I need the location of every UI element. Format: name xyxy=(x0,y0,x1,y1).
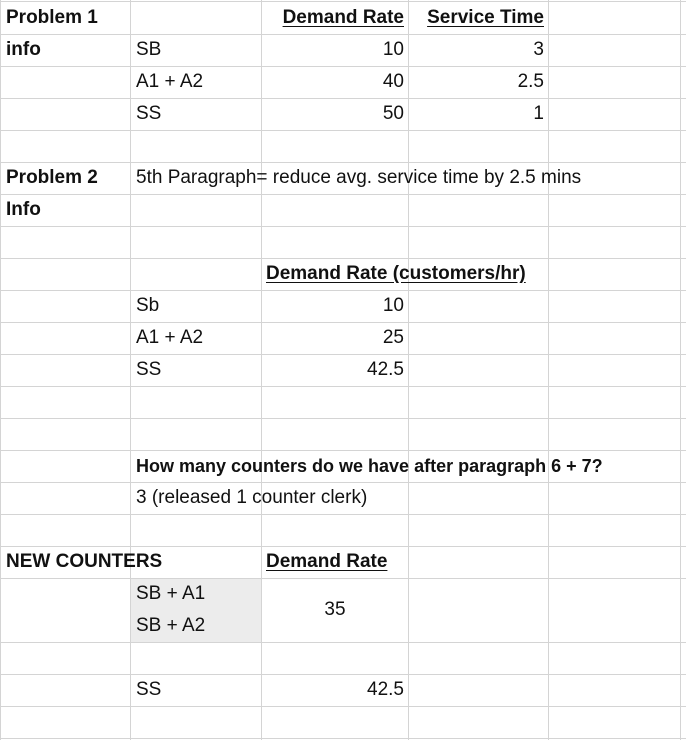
new-counters-demand-header[interactable]: Demand Rate xyxy=(266,551,388,572)
problem1-row-label[interactable]: A1 + A2 xyxy=(136,71,204,92)
ss-demand[interactable]: 42.5 xyxy=(367,679,404,700)
row-line xyxy=(0,642,686,643)
col-line xyxy=(680,0,681,740)
problem1-row-service[interactable]: 1 xyxy=(533,103,544,124)
problem2-answer[interactable]: 3 (released 1 counter clerk) xyxy=(136,487,368,508)
row-line xyxy=(0,194,686,195)
new-counters-title[interactable]: NEW COUNTERS xyxy=(6,551,163,572)
col-line xyxy=(130,0,131,740)
ss-label[interactable]: SS xyxy=(136,679,162,700)
row-line xyxy=(0,130,686,131)
problem1-row-label[interactable]: SS xyxy=(136,103,162,124)
problem1-row-service[interactable]: 2.5 xyxy=(517,71,544,92)
merged-label[interactable]: SB + A2 xyxy=(136,615,206,636)
problem2-demand-header[interactable]: Demand Rate (customers/hr) xyxy=(266,263,526,284)
problem1-row-service[interactable]: 3 xyxy=(533,39,544,60)
row-line xyxy=(0,418,686,419)
col-line xyxy=(548,0,549,740)
problem1-row-label[interactable]: SB xyxy=(136,39,162,60)
row-line xyxy=(0,578,686,579)
problem1-service-header[interactable]: Service Time xyxy=(427,7,544,28)
problem1-row-demand[interactable]: 10 xyxy=(382,39,404,60)
problem1-row-demand[interactable]: 40 xyxy=(382,71,404,92)
merged-demand[interactable]: 35 xyxy=(324,599,346,620)
merged-label[interactable]: SB + A1 xyxy=(136,583,206,604)
problem2-row-label[interactable]: A1 + A2 xyxy=(136,327,204,348)
problem2-note[interactable]: 5th Paragraph= reduce avg. service time by 2.5 mins xyxy=(136,167,582,188)
problem2-subtitle[interactable]: Info xyxy=(6,199,41,220)
problem2-row-label[interactable]: SS xyxy=(136,359,162,380)
problem1-row-demand[interactable]: 50 xyxy=(382,103,404,124)
row-line xyxy=(0,738,686,739)
problem2-row-demand[interactable]: 25 xyxy=(382,327,404,348)
problem2-row-label[interactable]: Sb xyxy=(136,295,160,316)
problem2-row-demand[interactable]: 10 xyxy=(382,295,404,316)
problem2-title[interactable]: Problem 2 xyxy=(6,167,98,188)
row-line xyxy=(0,386,686,387)
problem1-title[interactable]: Problem 1 xyxy=(6,7,98,28)
row-line xyxy=(0,226,686,227)
col-line xyxy=(0,0,1,740)
problem2-row-demand[interactable]: 42.5 xyxy=(367,359,404,380)
row-line xyxy=(0,514,686,515)
problem1-demand-header[interactable]: Demand Rate xyxy=(282,7,404,28)
row-line xyxy=(0,706,686,707)
problem2-question[interactable]: How many counters do we have after paragraph 6 + 7? xyxy=(136,456,603,476)
problem1-subtitle[interactable]: info xyxy=(6,39,41,60)
